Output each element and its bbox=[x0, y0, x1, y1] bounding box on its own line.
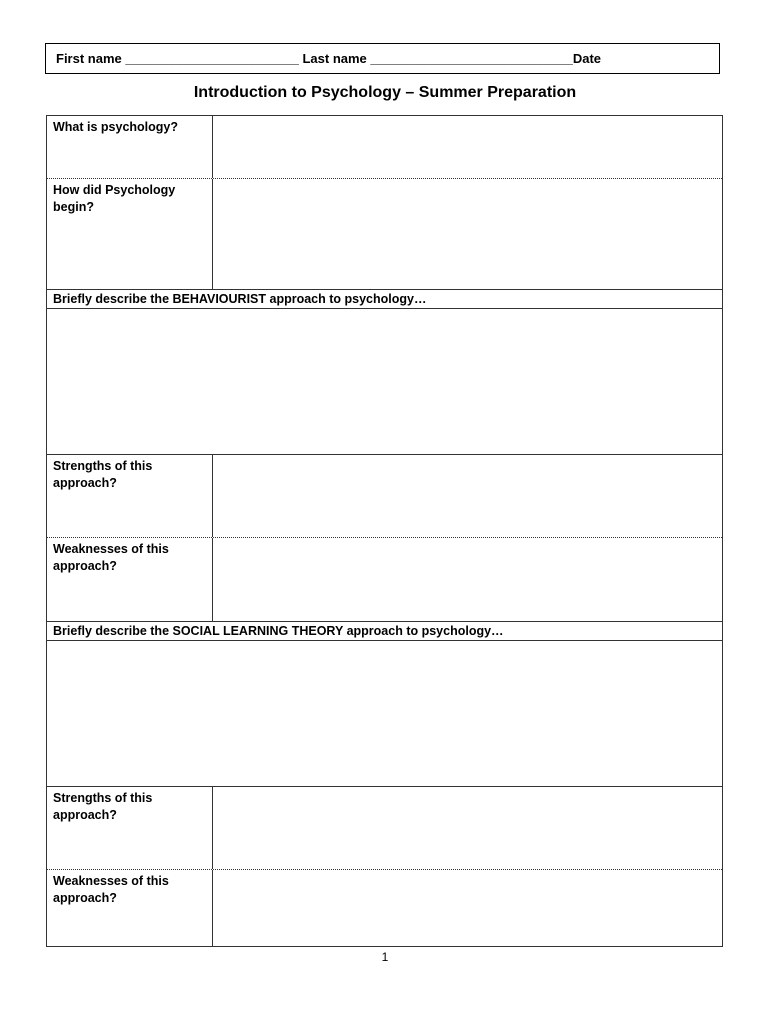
page-title: Introduction to Psychology – Summer Preparation bbox=[193, 84, 577, 101]
page-number: 1 bbox=[381, 950, 389, 964]
answer-what-is-psychology[interactable] bbox=[214, 116, 722, 178]
row-behaviourist-strengths bbox=[47, 455, 722, 538]
answer-behaviourist-description[interactable] bbox=[47, 309, 722, 454]
answer-slt-description[interactable] bbox=[47, 641, 722, 786]
name-date-line[interactable]: First name ________________________ Last name ____________________________Date bbox=[45, 43, 720, 74]
worksheet-table bbox=[46, 115, 723, 947]
row-what-is-psychology bbox=[47, 116, 722, 179]
question-label: How did Psychology begin? bbox=[47, 179, 213, 289]
row-how-did-psychology-begin bbox=[47, 179, 722, 290]
question-label: Weaknesses of this approach? bbox=[47, 870, 213, 946]
section-heading: Briefly describe the BEHAVIOURIST approach to psychology… bbox=[53, 292, 427, 306]
row-slt-heading bbox=[47, 622, 722, 641]
question-label: Strengths of this approach? bbox=[47, 787, 213, 869]
row-slt-weaknesses bbox=[47, 870, 722, 946]
answer-behaviourist-weaknesses[interactable] bbox=[214, 538, 722, 621]
answer-behaviourist-strengths[interactable] bbox=[214, 455, 722, 537]
answer-how-did-psychology-begin[interactable] bbox=[214, 179, 722, 289]
row-behaviourist-heading bbox=[47, 290, 722, 309]
row-behaviourist-weaknesses bbox=[47, 538, 722, 622]
question-label: Strengths of this approach? bbox=[47, 455, 213, 537]
row-slt-strengths bbox=[47, 787, 722, 870]
row-behaviourist-description bbox=[47, 309, 722, 455]
answer-slt-strengths[interactable] bbox=[214, 787, 722, 869]
row-slt-description bbox=[47, 641, 722, 787]
section-heading: Briefly describe the SOCIAL LEARNING THEORY approach to psychology… bbox=[53, 624, 504, 638]
answer-slt-weaknesses[interactable] bbox=[214, 870, 722, 946]
question-label: What is psychology? bbox=[47, 116, 213, 178]
question-label: Weaknesses of this approach? bbox=[47, 538, 213, 621]
